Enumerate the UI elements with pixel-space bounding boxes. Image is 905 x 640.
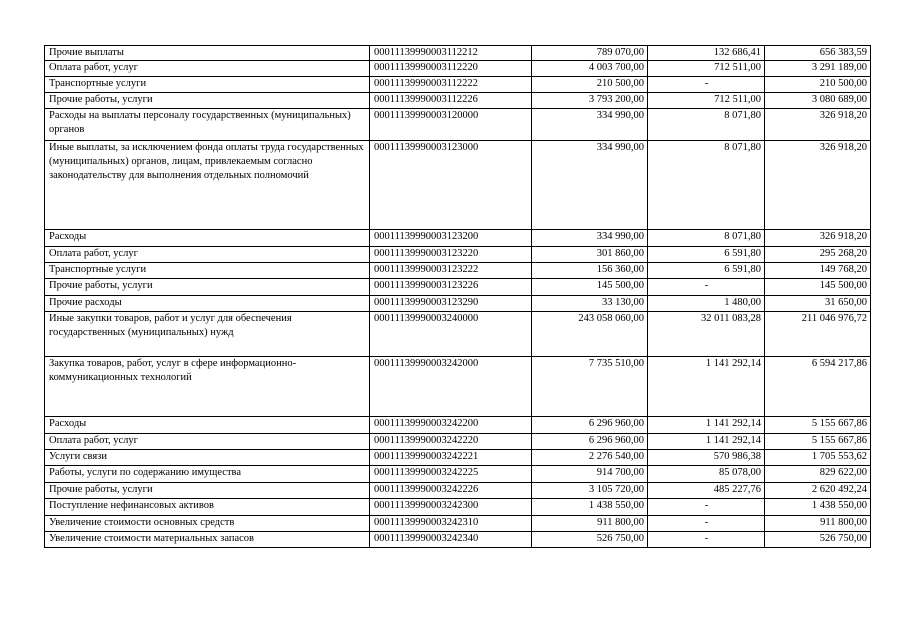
executed-amount-cell: 132 686,41 (648, 46, 765, 61)
remaining-amount-cell: 656 383,59 (765, 46, 871, 61)
remaining-amount-cell: 911 800,00 (765, 516, 871, 532)
table-row (45, 46, 871, 61)
executed-amount-cell: 1 141 292,14 (648, 417, 765, 434)
row-name-cell: Оплата работ, услуг (45, 61, 370, 77)
row-name-cell: Работы, услуги по содержанию имущества (45, 466, 370, 483)
table-row (45, 77, 871, 93)
remaining-amount-cell: 3 291 189,00 (765, 61, 871, 77)
approved-amount-cell: 914 700,00 (532, 466, 648, 483)
approved-amount-cell: 156 360,00 (532, 263, 648, 279)
executed-amount-cell: 32 011 083,28 (648, 312, 765, 357)
approved-amount-cell: 2 276 540,00 (532, 450, 648, 466)
row-code-cell: 00011139990003242300 (370, 499, 532, 516)
table-row (45, 263, 871, 279)
approved-amount-cell: 1 438 550,00 (532, 499, 648, 516)
row-code-cell: 00011139990003112226 (370, 93, 532, 109)
approved-amount-cell: 6 296 960,00 (532, 417, 648, 434)
row-code-cell: 00011139990003112220 (370, 61, 532, 77)
table-row (45, 466, 871, 483)
executed-amount-cell: 6 591,80 (648, 263, 765, 279)
executed-amount-cell: 85 078,00 (648, 466, 765, 483)
row-code-cell: 00011139990003242340 (370, 532, 532, 548)
row-code-cell: 00011139990003242310 (370, 516, 532, 532)
approved-amount-cell: 145 500,00 (532, 279, 648, 296)
table-row (45, 296, 871, 312)
remaining-amount-cell: 211 046 976,72 (765, 312, 871, 357)
table-row (45, 61, 871, 77)
row-name-cell: Расходы (45, 417, 370, 434)
approved-amount-cell: 334 990,00 (532, 141, 648, 230)
row-code-cell: 00011139990003242221 (370, 450, 532, 466)
executed-amount-cell: - (648, 532, 765, 548)
row-code-cell: 00011139990003242000 (370, 357, 532, 417)
remaining-amount-cell: 829 622,00 (765, 466, 871, 483)
row-code-cell: 00011139990003112212 (370, 46, 532, 61)
row-code-cell: 00011139990003242226 (370, 483, 532, 499)
approved-amount-cell: 334 990,00 (532, 109, 648, 141)
executed-amount-cell: 8 071,80 (648, 109, 765, 141)
row-name-cell: Прочие выплаты (45, 46, 370, 61)
row-name-cell: Увеличение стоимости материальных запасов (45, 532, 370, 548)
table-row (45, 516, 871, 532)
approved-amount-cell: 334 990,00 (532, 230, 648, 247)
executed-amount-cell: 712 511,00 (648, 61, 765, 77)
remaining-amount-cell: 145 500,00 (765, 279, 871, 296)
budget-execution-table (44, 45, 871, 548)
row-code-cell: 00011139990003123000 (370, 141, 532, 230)
row-name-cell: Транспортные услуги (45, 77, 370, 93)
remaining-amount-cell: 3 080 689,00 (765, 93, 871, 109)
row-name-cell: Расходы на выплаты персоналу государственных (муниципальных) органов (45, 109, 370, 141)
remaining-amount-cell: 5 155 667,86 (765, 417, 871, 434)
row-name-cell: Прочие работы, услуги (45, 93, 370, 109)
executed-amount-cell: - (648, 516, 765, 532)
table-row (45, 109, 871, 141)
table-row (45, 141, 871, 230)
row-name-cell: Прочие работы, услуги (45, 279, 370, 296)
table-row (45, 434, 871, 450)
approved-amount-cell: 7 735 510,00 (532, 357, 648, 417)
approved-amount-cell: 3 105 720,00 (532, 483, 648, 499)
table-row (45, 93, 871, 109)
executed-amount-cell: 712 511,00 (648, 93, 765, 109)
row-name-cell: Услуги связи (45, 450, 370, 466)
row-name-cell: Иные выплаты, за исключением фонда оплаты труда государственных (муниципальных) органов, лицам, привлекаемым согласно законодательству для выполнения отдельных полномочий (45, 141, 370, 230)
row-code-cell: 00011139990003120000 (370, 109, 532, 141)
row-name-cell: Закупка товаров, работ, услуг в сфере информационно-коммуникационных технологий (45, 357, 370, 417)
executed-amount-cell: - (648, 279, 765, 296)
row-name-cell: Оплата работ, услуг (45, 247, 370, 263)
approved-amount-cell: 789 070,00 (532, 46, 648, 61)
approved-amount-cell: 911 800,00 (532, 516, 648, 532)
executed-amount-cell: 6 591,80 (648, 247, 765, 263)
row-code-cell: 00011139990003242200 (370, 417, 532, 434)
table-row (45, 357, 871, 417)
row-name-cell: Прочие расходы (45, 296, 370, 312)
remaining-amount-cell: 326 918,20 (765, 109, 871, 141)
executed-amount-cell: - (648, 77, 765, 93)
remaining-amount-cell: 326 918,20 (765, 230, 871, 247)
table-row (45, 247, 871, 263)
row-code-cell: 00011139990003123226 (370, 279, 532, 296)
approved-amount-cell: 243 058 060,00 (532, 312, 648, 357)
row-code-cell: 00011139990003242220 (370, 434, 532, 450)
table-row (45, 483, 871, 499)
executed-amount-cell: 570 986,38 (648, 450, 765, 466)
row-code-cell: 00011139990003123220 (370, 247, 532, 263)
executed-amount-cell: 8 071,80 (648, 141, 765, 230)
row-name-cell: Оплата работ, услуг (45, 434, 370, 450)
row-name-cell: Поступление нефинансовых активов (45, 499, 370, 516)
row-code-cell: 00011139990003240000 (370, 312, 532, 357)
approved-amount-cell: 210 500,00 (532, 77, 648, 93)
remaining-amount-cell: 295 268,20 (765, 247, 871, 263)
approved-amount-cell: 6 296 960,00 (532, 434, 648, 450)
executed-amount-cell: 1 480,00 (648, 296, 765, 312)
remaining-amount-cell: 5 155 667,86 (765, 434, 871, 450)
row-name-cell: Увеличение стоимости основных средств (45, 516, 370, 532)
row-name-cell: Иные закупки товаров, работ и услуг для обеспечения государственных (муниципальных) нужд (45, 312, 370, 357)
table-row (45, 450, 871, 466)
approved-amount-cell: 301 860,00 (532, 247, 648, 263)
table-row (45, 279, 871, 296)
row-name-cell: Транспортные услуги (45, 263, 370, 279)
row-code-cell: 00011139990003242225 (370, 466, 532, 483)
row-code-cell: 00011139990003123200 (370, 230, 532, 247)
approved-amount-cell: 3 793 200,00 (532, 93, 648, 109)
remaining-amount-cell: 526 750,00 (765, 532, 871, 548)
remaining-amount-cell: 326 918,20 (765, 141, 871, 230)
table-body (45, 46, 871, 548)
remaining-amount-cell: 149 768,20 (765, 263, 871, 279)
approved-amount-cell: 33 130,00 (532, 296, 648, 312)
row-code-cell: 00011139990003112222 (370, 77, 532, 93)
row-code-cell: 00011139990003123290 (370, 296, 532, 312)
executed-amount-cell: 8 071,80 (648, 230, 765, 247)
executed-amount-cell: 485 227,76 (648, 483, 765, 499)
executed-amount-cell: - (648, 499, 765, 516)
table-row (45, 532, 871, 548)
approved-amount-cell: 526 750,00 (532, 532, 648, 548)
approved-amount-cell: 4 003 700,00 (532, 61, 648, 77)
table-row (45, 499, 871, 516)
remaining-amount-cell: 1 705 553,62 (765, 450, 871, 466)
executed-amount-cell: 1 141 292,14 (648, 434, 765, 450)
table-row (45, 230, 871, 247)
row-name-cell: Прочие работы, услуги (45, 483, 370, 499)
remaining-amount-cell: 6 594 217,86 (765, 357, 871, 417)
table-row (45, 312, 871, 357)
remaining-amount-cell: 31 650,00 (765, 296, 871, 312)
row-code-cell: 00011139990003123222 (370, 263, 532, 279)
table-row (45, 417, 871, 434)
remaining-amount-cell: 2 620 492,24 (765, 483, 871, 499)
remaining-amount-cell: 210 500,00 (765, 77, 871, 93)
executed-amount-cell: 1 141 292,14 (648, 357, 765, 417)
row-name-cell: Расходы (45, 230, 370, 247)
remaining-amount-cell: 1 438 550,00 (765, 499, 871, 516)
